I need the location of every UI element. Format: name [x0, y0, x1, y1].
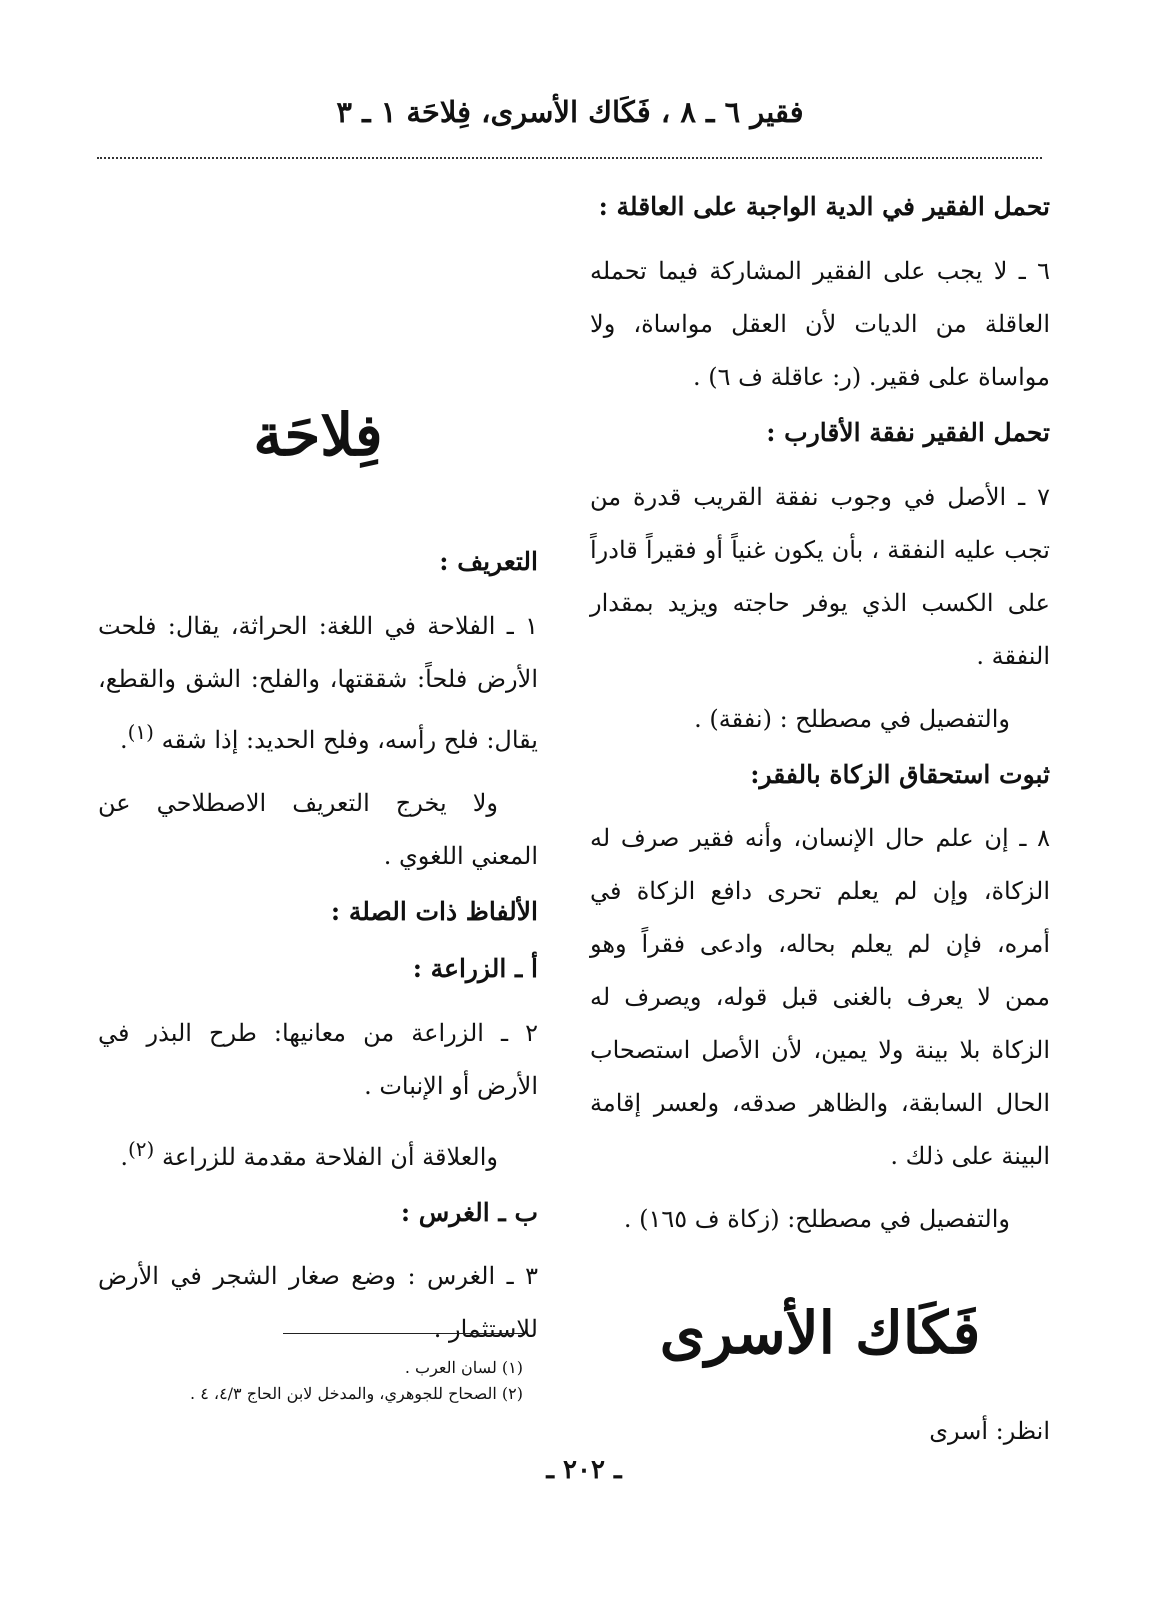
paragraph-1-text: ١ ـ الفلاحة في اللغة: الحراثة، يقال: فلحت الأرض فلحاً: شققتها، والفلح: الشق والقطع، يقال: فلح رأسه، وفلح الحديد: إذا شقه: [98, 612, 538, 755]
paragraph-6: ٦ ـ لا يجب على الفقير المشاركة فيما تحمله العاقلة من الديات لأن العقل مواساة، ولا مواساة على فقير. (ر: عاقلة ف ٦) .: [590, 256, 1050, 391]
subheading-ghars: ب ـ الغرس :: [400, 1197, 538, 1227]
right-column: [590, 188, 1050, 1450]
footnote-1: (١) لسان العرب .: [404, 1358, 523, 1377]
section-heading-diya: تحمل الفقير في الدية الواجبة على العاقلة :: [598, 192, 1050, 221]
paragraph-1-end: .: [119, 726, 128, 755]
paragraph-3: ٣ ـ الغرس : وضع صغار الشجر في الأرض للاستثمار .: [98, 1262, 538, 1344]
cross-reference: انظر: أسرى: [929, 1416, 1050, 1445]
header-dotted-rule: [97, 157, 1042, 159]
footnote-marker-1: (١): [127, 720, 154, 745]
paragraph-2-relation-text: والعلاقة أن الفلاحة مقدمة للزراعة: [161, 1142, 498, 1171]
section-heading-nafaqa: تحمل الفقير نفقة الأقارب :: [766, 417, 1050, 447]
footnote-marker-2: (٢): [127, 1136, 155, 1161]
paragraph-8-detail: والتفصيل في مصطلح: (زكاة ف ١٦٥) .: [623, 1205, 1010, 1234]
left-column: [98, 188, 538, 1366]
footnote-2: (٢) الصحاح للجوهري، والمدخل لابن الحاج ٤/٣، ٤ .: [190, 1383, 523, 1403]
paragraph-2-relation-end: .: [120, 1142, 128, 1171]
entry-title-fakak-al-asra: فَكَاك الأسرى: [659, 1299, 981, 1368]
section-heading-definition: التعريف :: [439, 547, 538, 577]
running-header: فقير ٦ ـ ٨ ، فَكَاك الأسرى، فِلاحَة ١ ـ ٣: [336, 95, 804, 129]
paragraph-1: [98, 600, 538, 767]
entry-title-filaha: فِلاحَة: [253, 401, 383, 469]
subheading-zira-a: أ ـ الزراعة :: [412, 953, 538, 983]
paragraph-2: ٢ ـ الزراعة من معانيها: طرح البذر في الأرض أو الإنبات .: [98, 1018, 539, 1100]
page-number: ـ ٢٠٢ ـ: [546, 1455, 622, 1485]
footnotes: [73, 1355, 523, 1406]
paragraph-7: ٧ ـ الأصل في وجوب نفقة القريب قدرة من تجب عليه النفقة ، بأن يكون غنياً أو فقيراً قادراً على الكسب الذي يوفر حاجته ويزيد بمقدار النفقة .: [590, 482, 1050, 670]
footnote-rule: [283, 1333, 523, 1334]
paragraph-8: ٨ ـ إن علم حال الإنسان، وأنه فقير صرف له الزكاة، وإن لم يعلم تحرى دافع الزكاة في أمره، فإن لم يعلم بحاله، وادعى فقراً وهو ممن لا يعرف بالغنى قبل قوله، ويصرف له الزكاة بلا بينة ولا يمين، لأن الأصل استصحاب الحال السابقة، والظاهر صدقه، ولعسر إقامة البينة على ذلك .: [590, 824, 1050, 1171]
paragraph-1-term: ولا يخرج التعريف الاصطلاحي عن المعني اللغوي .: [98, 789, 538, 871]
section-heading-related-terms: الألفاظ ذات الصلة :: [330, 897, 538, 927]
paragraph-7-detail: والتفصيل في مصطلح : (نفقة) .: [694, 704, 1010, 733]
paragraph-2-relation: [98, 1123, 538, 1184]
section-heading-zakat: ثبوت استحقاق الزكاة بالفقر:: [750, 759, 1050, 789]
